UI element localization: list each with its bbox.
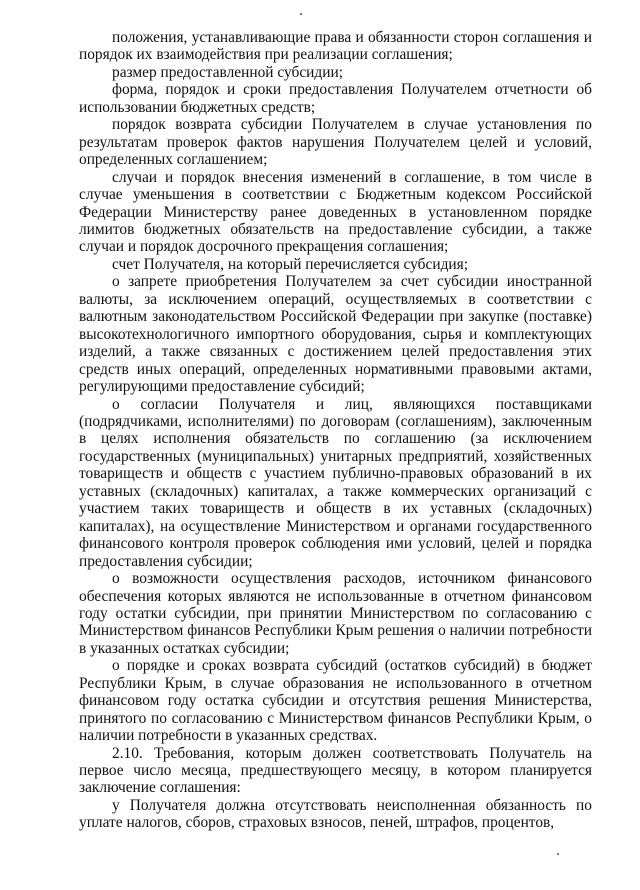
paragraph-11: 2.10. Требования, которым должен соответствовать Получатель на первое число месяца, предшествующего месяцу, в котором планируется заключение соглашения: [79,744,592,797]
page-mark-bottom [557,853,559,855]
paragraph-3: форма, порядок и сроки предоставления Получателем отчетности об использовании бюджетных средств; [79,81,592,116]
paragraph-12: у Получателя должна отсутствовать неисполненная обязанность по уплате налогов, сборов, страховых взносов, пеней, штрафов, процентов, [79,796,592,832]
paragraph-6: счет Получателя, на который перечисляется субсидия; [112,255,468,273]
paragraph-9: о возможности осуществления расходов, источником финансового обеспечения которых являются не использованные в отчетном финансовом году остатки субсидии, при принятии Министерством по согласованию с Министерством финансов Республики Крым решения о наличии потребности в указанных остатках субсидии; [79,570,592,657]
paragraph-8: о согласии Получателя и лиц, являющихся поставщиками (подрядчиками, исполнителями) по договорам (соглашениям), заключенным в целях исполнения обязательств по соглашению (за исключением государственных (муниципальных) унитарных предприятий, хозяйственных товариществ и обществ с участием публично-правовых образований в их уставных (складочных) капиталах, а также коммерческих организаций с участием таких товариществ и обществ в их уставных (складочных) капиталах), на осуществление Министерством и органами государственного финансового контроля проверок соблюдения ими условий, целей и порядка предоставления субсидии; [79,395,592,570]
paragraph-4: порядок возврата субсидии Получателем в случае установления по результатам проверок фактов нарушения Получателем целей и условий, определенных соглашением; [79,116,592,169]
paragraph-2: размер предоставленной субсидии; [112,63,343,81]
page-mark-top [300,13,302,15]
paragraph-1: положения, устанавливающие права и обязанности сторон соглашения и порядок их взаимодействия при реализации соглашения; [79,29,592,64]
document-body [79,29,592,832]
paragraph-10: о порядке и сроках возврата субсидий (остатков субсидий) в бюджет Республики Крым, в случае образования не использованного в отчетном финансовом году остатка субсидии и отсутствия решения Министерства, принятого по согласованию с Министерством финансов Республики Крым, о наличии потребности в указанных средствах. [79,657,592,745]
paragraph-7: о запрете приобретения Получателем за счет субсидии иностранной валюты, за исключением операций, осуществляемых в соответствии с валютным законодательством Российской Федерации при закупке (поставке) высокотехнологичного импортного оборудования, сырья и комплектующих изделий, а также связанных с достижением целей предоставления этих средств иных операций, определенных нормативными правовыми актами, регулирующими предоставление субсидий; [79,273,592,396]
paragraph-5: случаи и порядок внесения изменений в соглашение, в том числе в случае уменьшения в соответствии с Бюджетным кодексом Российской Федерации Министерству ранее доведенных в установленном порядке лимитов бюджетных обязательств на предоставление субсидии, а также случаи и порядок досрочного прекращения соглашения; [79,168,592,256]
